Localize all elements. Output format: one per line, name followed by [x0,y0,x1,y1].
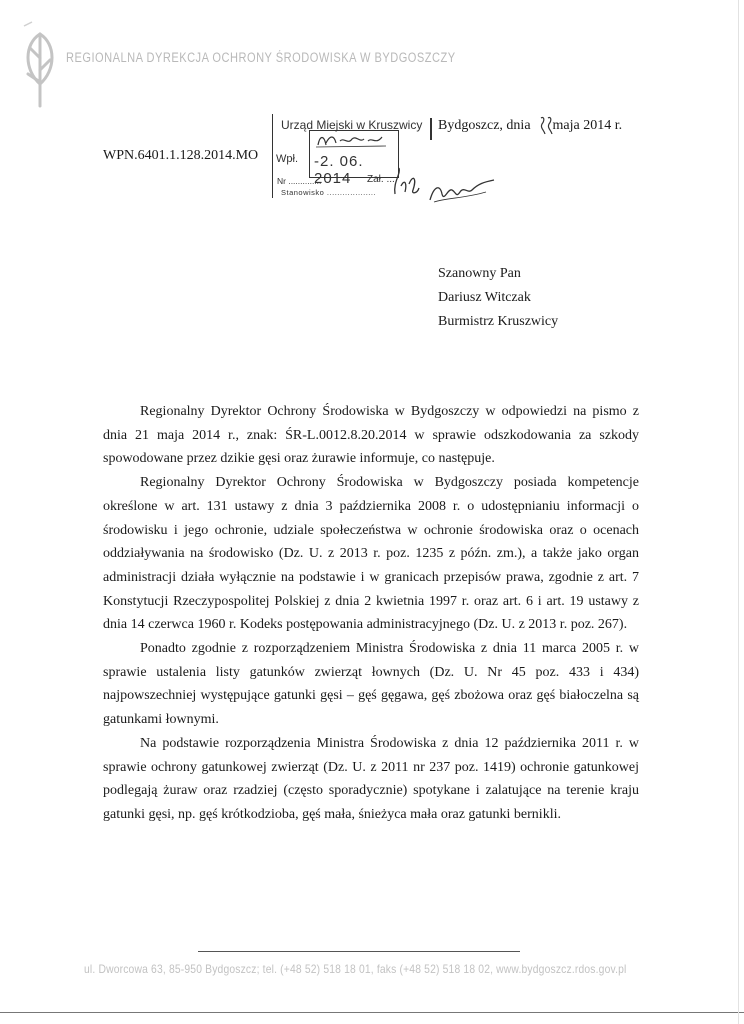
stamp-separator [430,118,432,140]
leaf-logo-icon [18,18,62,110]
recipient-salutation: Szanowny Pan [438,266,521,281]
footer-divider [198,951,520,952]
recipient-name: Dariusz Witczak [438,290,531,305]
stamp-nr-label: Nr .............. [277,176,322,186]
body-paragraph-4: Na podstawie rozporządzenia Ministra Środowiska z dnia 12 października 2011 r. w sprawie ochrony gatunkowej zwierząt (Dz. U. z 2011 nr 237 poz. 1419) ochronie gatunkowej podlegają żuraw oraz rzadziej (często sporadycznie) spotykane i zalatujące na terenie kraju gatunki gęsi, np. gęś krótkodzioba, gęś mała, śnieżyca mała oraz gatunki bernikli. [103,735,639,822]
stamp-date: -2. 06. 2014 [314,153,364,187]
body-paragraph-2: Regionalny Dyrektor Ochrony Środowiska w Bydgoszczy posiada kompetencje określone w art. 131 ustawy z dnia 3 października 2008 r. o udostępnianiu informacji o środowisku i jego ochronie, udziale społeczeństwa w ochronie środowiska oraz o ocenach oddziaływania na środowisko (Dz. U. z 2013 r. poz. 1235 z późn. zm.), a także jako organ administracji działa wyłącznie na podstawie i w granicach przepisów prawa, zgodnie z art. 7 Konstytucji Rzeczypospolitej Polskiej z dnia 2 kwietnia 1997 r. oraz art. 6 i art. 19 ustawy z dnia 14 czerwca 1960 r. Kodeks postępowania administracyjnego (Dz. U. z 2013 r. poz. 267). [103,475,639,633]
place-date-prefix: Bydgoszcz, dnia [438,118,531,133]
stamp-zal-label: Zał. ... [367,174,395,185]
page-bottom-edge [0,1012,744,1013]
handwritten-initials-mark [312,131,392,149]
page-right-edge [738,0,739,1024]
body-paragraph-3: Ponadto zgodnie z rozporządzeniem Ministra Środowiska z dnia 11 marca 2005 r. w sprawie ustalenia listy gatunków zwierząt łownych (Dz. U. Nr 45 poz. 433 i 434) najpowszechniej występujące gatunki gęsi – gęś gęgawa, gęś zbożowa oraz gęś białoczelna są gatunkami łownymi. [103,641,639,728]
organization-header: REGIONALNA DYREKCJA OCHRONY ŚRODOWISKA W BYDGOSZCZY [66,50,456,65]
letter-body [103,400,639,827]
stamp-stanowisko-label: Stanowisko ................... [281,188,377,197]
stamp-title: Urząd Miejski w Kruszwicy [281,118,423,132]
place-and-date [438,118,622,134]
incoming-stamp [272,114,429,198]
body-paragraph-1: Regionalny Dyrektor Ochrony Środowiska w Bydgoszczy w odpowiedzi na pismo z dnia 21 maja 2014 r., znak: ŚR-L.0012.8.20.2014 w sprawie odszkodowania za szkody spowodowane przez dzikie gęsi oraz żurawie informuje, co następuje. [103,404,639,467]
recipient-block [438,262,558,334]
reference-number: WPN.6401.1.128.2014.MO [103,148,259,163]
handwritten-day-digits [538,114,554,138]
place-date-suffix: maja 2014 r. [552,118,623,133]
stamp-wpl-label: Wpł. [276,153,298,165]
handwritten-number-mark [391,164,421,198]
handwritten-signature-mark [426,176,498,206]
footer-address: ul. Dworcowa 63, 85-950 Bydgoszcz; tel. (+48 52) 518 18 01, faks (+48 52) 518 18 02, www.bydgoszcz.rdos.gov.pl [84,962,627,976]
recipient-title: Burmistrz Kruszwicy [438,314,559,329]
